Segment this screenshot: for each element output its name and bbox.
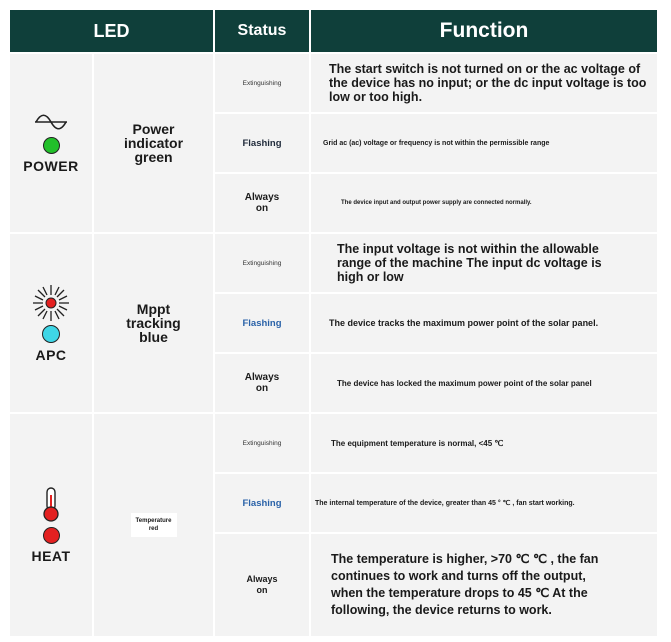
header-function: Function [311, 10, 657, 52]
function-text: The device input and output power supply are connected normally. [341, 200, 532, 206]
apc-icon-cell [10, 234, 92, 412]
thermometer-icon [42, 487, 60, 523]
function-text: The temperature is higher, >70 ℃ ℃ , the fan continues to work and turns off the output, when the temperature drops to 45 ℃ At the following, the device returns to work. [331, 552, 599, 617]
heat-label: HEAT [31, 547, 71, 564]
header-status: Status [215, 10, 309, 52]
function-text: Grid ac (ac) voltage or frequency is not within the permissible range [323, 139, 550, 147]
apc-name: Mppt tracking blue [126, 301, 181, 345]
sine-wave-icon [33, 113, 69, 131]
apc-led-icon [42, 325, 60, 343]
function-text: The start switch is not turned on or the ac voltage of the device has no input; or the dc input voltage is too low or too high. [329, 62, 647, 104]
status-text: Always on [244, 372, 280, 394]
power-row-1-status-cell [215, 54, 309, 112]
power-row-3-status-cell [215, 174, 309, 232]
group-heat [10, 414, 657, 636]
apc-row-2-function-cell [311, 294, 657, 352]
function-text: The equipment temperature is normal, <45 ℃ [331, 438, 504, 448]
heat-icon-cell [10, 414, 92, 636]
status-text: Flashing [242, 317, 282, 329]
heat-row-3-function-cell [311, 534, 657, 636]
status-text: Extinguishing [242, 439, 282, 447]
apc-row-1-status-cell [215, 234, 309, 292]
heat-row-1-function-cell [311, 414, 657, 472]
function-text: The device has locked the maximum power point of the solar panel [337, 378, 592, 388]
power-name-cell [94, 54, 213, 232]
apc-row-3-status-cell [215, 354, 309, 412]
power-row-3-function-cell [311, 174, 657, 232]
power-row-2-function-cell [311, 114, 657, 172]
apc-name-cell [94, 234, 213, 412]
function-text: The device tracks the maximum power point of the solar panel. [329, 318, 599, 328]
group-apc [10, 234, 657, 412]
heat-name-cell [94, 414, 213, 636]
apc-row-2-status-cell [215, 294, 309, 352]
function-text: The input voltage is not within the allowable range of the machine The input dc voltage is high or low [337, 242, 602, 284]
heat-row-2-function-cell [311, 474, 657, 532]
power-led-icon [43, 137, 60, 154]
heat-row-3-status-cell [215, 534, 309, 636]
apc-label: APC [35, 347, 67, 363]
power-icon-cell [10, 54, 92, 232]
apc-row-1-function-cell [311, 234, 657, 292]
status-text: Always on [244, 192, 280, 214]
status-text: Extinguishing [242, 79, 282, 87]
status-text: Extinguishing [242, 259, 282, 267]
power-row-2-status-cell [215, 114, 309, 172]
status-text: Always on [246, 574, 278, 595]
function-text: The internal temperature of the device, greater than 45 ° ℃ , fan start working. [315, 500, 575, 507]
heat-name: Temperature red [131, 513, 177, 537]
power-name: Power indicator green [123, 121, 184, 165]
power-label: POWER [23, 157, 79, 174]
status-text: Flashing [242, 497, 282, 509]
heat-row-1-status-cell [215, 414, 309, 472]
power-row-1-function-cell [311, 54, 657, 112]
apc-row-3-function-cell [311, 354, 657, 412]
status-text: Flashing [242, 137, 282, 149]
heat-led-icon [43, 527, 60, 544]
group-power [10, 54, 657, 232]
sun-burst-icon [31, 283, 71, 323]
heat-row-2-status-cell [215, 474, 309, 532]
header-led: LED [10, 10, 213, 52]
